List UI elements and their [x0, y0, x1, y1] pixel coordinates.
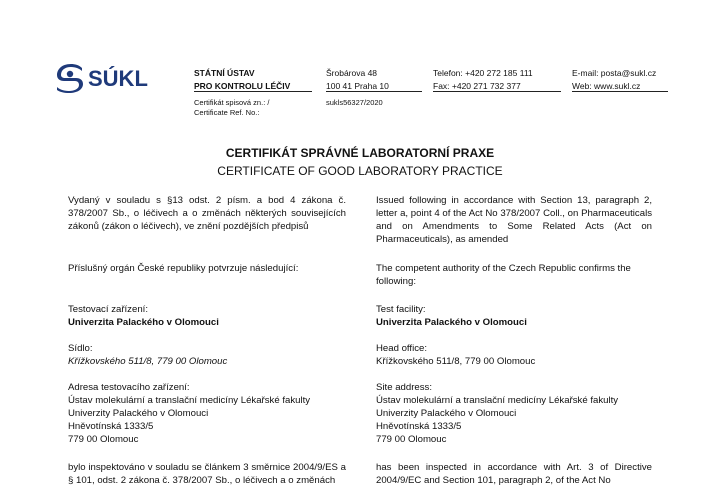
certificate-ref-label	[194, 98, 269, 118]
email: E-mail: posta@sukl.cz	[572, 68, 657, 78]
phone: Telefon: +420 272 185 111	[433, 68, 533, 78]
site-line-cz: Hněvotínská 1333/5	[68, 421, 154, 432]
certificate-ref-value: sukls56327/2020	[326, 98, 383, 107]
contact-block	[572, 67, 656, 93]
site-block-en	[376, 381, 652, 446]
header-rule-1	[194, 91, 312, 92]
site-block-cz	[68, 381, 346, 446]
inspected-text-en: has been inspected in accordance with Art. 3 of Directive 2004/9/EC and Section 101, paragraph 2, of the Act No	[376, 462, 652, 486]
site-line-cz: Ústav molekulární a translační medicíny Lékařské fakulty	[68, 395, 311, 406]
address-line2: 100 41 Praha 10	[326, 81, 389, 91]
header-rule-4	[572, 91, 668, 92]
office-block-en	[376, 342, 652, 368]
site-line-cz: 779 00 Olomouc	[68, 434, 139, 445]
issued-text-en: Issued following in accordance with Section 13, paragraph 2, letter a, point 4 of the Act No 378/2007 Coll., on Pharmaceuticals and on Amendments to Some Related Acts (Act on Pharmaceuticals), as amended	[376, 195, 652, 245]
institute-line2: PRO KONTROLU LÉČIV	[194, 81, 291, 91]
site-line-en: Hněvotínská 1333/5	[376, 421, 462, 432]
confirm-text-en: The competent authority of the Czech Republic confirms the following:	[376, 263, 631, 287]
site-line-en: Univerzity Palackého v Olomouci	[376, 408, 517, 419]
web: Web: www.sukl.cz	[572, 81, 641, 91]
logo-text: SÚKL	[88, 66, 148, 91]
header-rule-3	[433, 91, 561, 92]
facility-name-cz: Univerzita Palackého v Olomouci	[68, 317, 219, 328]
phone-block	[433, 67, 533, 93]
facility-block-en	[376, 303, 652, 329]
facility-label-en: Test facility:	[376, 304, 426, 315]
header-rule-2	[326, 91, 422, 92]
facility-label-cz: Testovací zařízení:	[68, 304, 148, 315]
facility-block-cz	[68, 303, 346, 329]
address-line1: Šrobárova 48	[326, 68, 378, 78]
office-value-en: Křížkovského 511/8, 779 00 Olomouc	[376, 356, 536, 367]
title-cz: CERTIFIKÁT SPRÁVNÉ LABORATORNÍ PRAXE	[225, 146, 495, 160]
office-value-cz: Křížkovského 511/8, 779 00 Olomouc	[68, 356, 228, 367]
inspected-text-cz: bylo inspektováno v souladu se článkem 3 směrnice 2004/9/ES a § 101, odst. 2 zákona č. 378/2007 Sb., o léčivech a o změnách	[68, 462, 346, 486]
office-label-cz: Sídlo:	[68, 343, 93, 354]
logo-swirl-icon	[57, 64, 83, 93]
ref-label-en: Certificate Ref. No.:	[194, 108, 260, 117]
sukl-logo	[55, 60, 165, 94]
institute-name	[194, 67, 290, 93]
institute-line1: STÁTNÍ ÚSTAV	[194, 68, 255, 78]
issued-text-cz: Vydaný v souladu s §13 odst. 2 písm. a bod 4 zákona č. 378/2007 Sb., o léčivech a o změnách některých souvisejících zákonů (zákon o léčivech), ve znění pozdějších předpisů	[68, 195, 346, 232]
site-line-en: Ústav molekulární a translační medicíny Lékařské fakulty	[376, 395, 619, 406]
office-block-cz	[68, 342, 346, 368]
ref-label-cz: Certifikát spisová zn.: /	[194, 98, 270, 107]
site-line-en: 779 00 Olomouc	[376, 434, 447, 445]
address-block	[326, 67, 389, 93]
facility-name-en: Univerzita Palackého v Olomouci	[376, 317, 527, 328]
site-line-cz: Univerzity Palackého v Olomouci	[68, 408, 209, 419]
site-label-en: Site address:	[376, 382, 432, 393]
site-label-cz: Adresa testovacího zařízení:	[68, 382, 190, 393]
fax: Fax: +420 271 732 377	[433, 81, 521, 91]
confirm-text-cz: Příslušný orgán České republiky potvrzuje následující:	[68, 263, 299, 274]
office-label-en: Head office:	[376, 343, 428, 354]
title-en: CERTIFICATE OF GOOD LABORATORY PRACTICE	[217, 164, 503, 178]
